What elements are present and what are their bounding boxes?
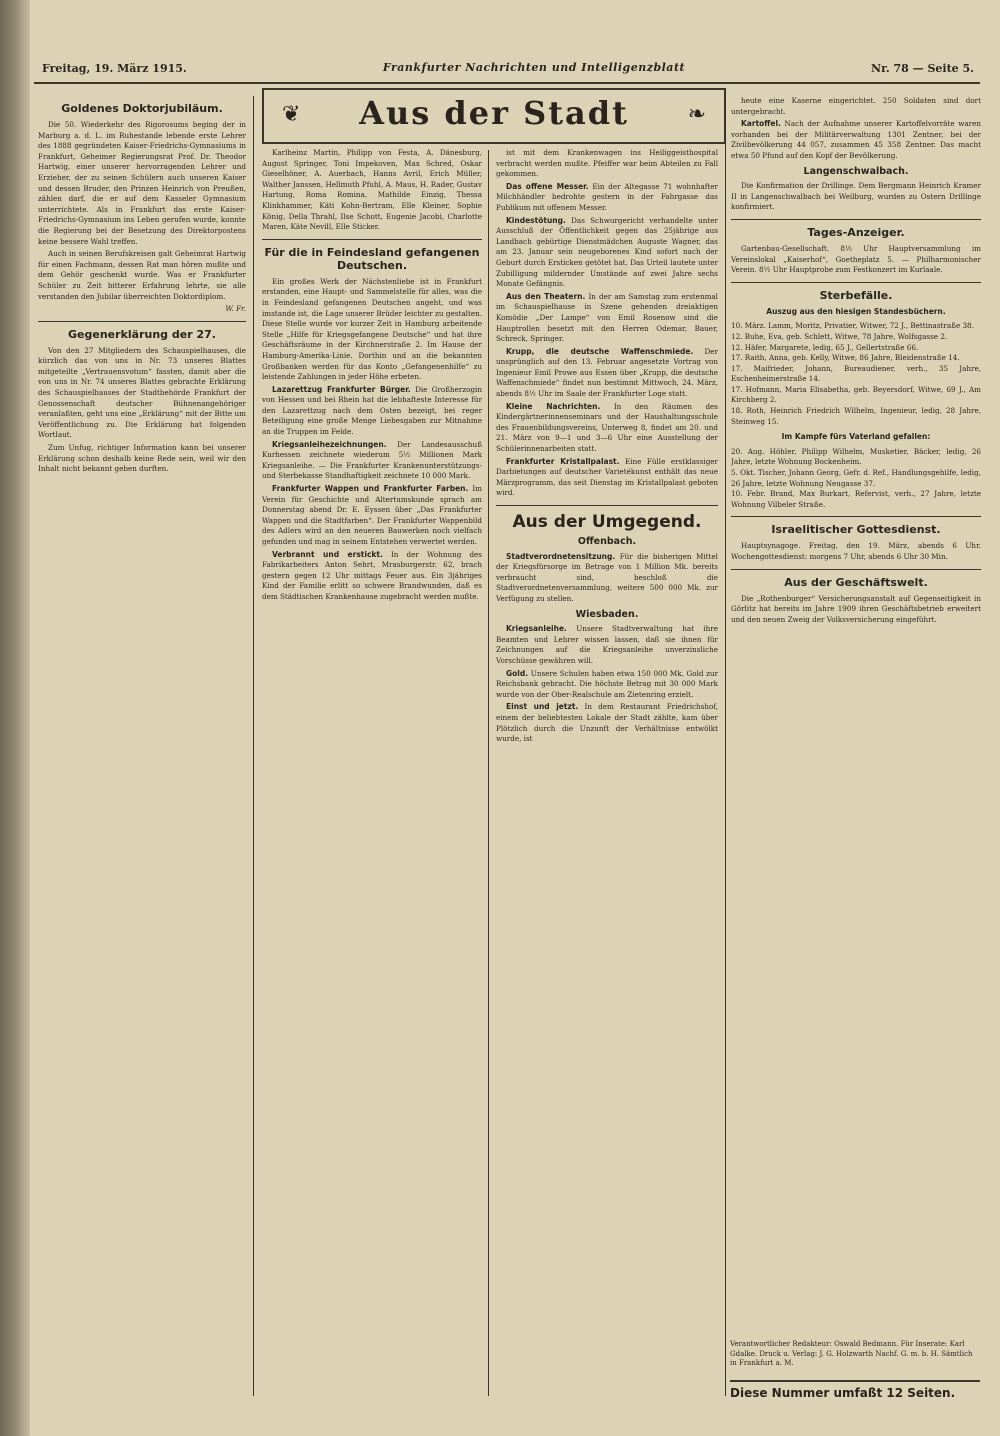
headline-jewish-service: Israelitischer Gottesdienst. — [771, 523, 941, 537]
divider — [731, 282, 981, 283]
article-paragraph: Auch in seinen Berufskreisen galt Geheimrat Hartwig für einen Fachmann, dessen Rat man hören mußte und dem Gehör geschenkt wurde. Was er Frankfurter Schüler zu Zeit bitterer Erfahrung lehrte, sie alle verstanden den Jubilar überreichten Doktordiplom. — [38, 249, 246, 301]
article-paragraph: In den Räumen des Kindergärtnerinnenseminars und der Haushaltungsschule des Frauenbildungsvereins, Unterweg 8, findet am 20. und 21. März von 9—1 und 3—6 Uhr eine Ausstellung der Schülerinnenarbeiten statt. — [496, 401, 718, 454]
page-header — [34, 58, 980, 84]
article-paragraph: In der am Samstag zum erstenmal im Schauspielhause in Szene gehenden dreiaktigen Komödie „Der Lampe“ von Emil Rosenow sind die Hauptrollen besetzt mit den Herren Odemar, Bauer, Schreck, Springer. — [496, 291, 718, 344]
article-paragraph: Unsere Schulen haben etwa 150 000 Mk. Gold zur Reichsbank gebracht. Die höchste Betrag mit 30 000 Mark wurde von der Ober-Realschule am Zietenring erzielt. — [496, 668, 718, 699]
article-paragraph: Der unsprünglich auf den 13. Februar angesetzte Vortrag von Ingenieur Emil Prowe aus Essen über „Krupp, die deutsche Waffenschmiede“ findet nun bestimmt Mittwoch, 24. März, abends 8½ Uhr im Saale der Frankfurter Loge statt. — [496, 346, 718, 399]
list-item: 17. Maifrieder, Johann, Bureaudiener, verh., 35 Jahre, Eschenheimerstraße 14. — [731, 363, 981, 384]
death-list — [731, 321, 981, 427]
list-item: 12. Häfer, Margarete, ledig, 65 J., Gellertstraße 66. — [731, 342, 919, 352]
divider — [731, 569, 981, 570]
divider — [262, 239, 482, 240]
headline-doctor-jubilee: Goldenes Doktorjubiläum. — [61, 102, 223, 115]
column-divider — [253, 96, 254, 1396]
column-divider — [725, 96, 726, 1396]
middle-column — [262, 148, 482, 1396]
article-tag: Stadtverordnetensitzung. — [506, 551, 616, 561]
ornament-icon: ❧ — [687, 102, 706, 127]
list-item: 5. Okt. Tischer, Johann Georg, Gefr. d. Ref., Handlungsgehilfe, ledig, 26 Jahre, letzte Wohnung Neugasse 37. — [731, 468, 981, 488]
header-paper-title: Frankfurter Nachrichten und Intelligenzblatt — [382, 61, 686, 74]
article-paragraph: Eine Fülle erstklassiger Darbietungen auf deutscher Varietékunst enthält das neue Märzprogramm, das seit Dienstag im Kristallpalast geboten wird. — [496, 456, 718, 498]
section-title: Aus der Stadt — [359, 94, 629, 132]
article-tag: Frankfurter Wappen und Frankfurter Farben. — [272, 484, 469, 494]
header-issue: Nr. 78 — Seite 5. — [871, 62, 974, 75]
divider — [496, 505, 718, 506]
article-tag: Aus den Theatern. — [506, 291, 586, 301]
divider — [38, 321, 246, 322]
section-title-surroundings: Aus der Umgegend. — [512, 512, 702, 532]
article-paragraph: In dem Restaurant Friedrichshof, einem der beliebtesten Lokale der Stadt zählte, kam über Plötzlich durch die Unzunft der Verhältnisse entwölkt wurde, ist — [496, 702, 718, 744]
article-tag: Kriegsanleihezeichnungen. — [272, 439, 387, 449]
article-tag: Gold. — [506, 668, 529, 678]
headline-business: Aus der Geschäftswelt. — [784, 575, 928, 589]
right-column — [731, 96, 981, 1332]
divider — [731, 219, 981, 220]
list-item: 10. Febr. Brand, Max Burkart, Refervist, verh., 27 Jahre, letzte Wohnung Vilbeler Straße. — [731, 489, 981, 509]
list-item: 18. Roth, Heinrich Friedrich Wilhelm, Ingenieur, ledig, 28 Jahre, Steinweg 15. — [731, 406, 981, 426]
list-item: 10. März. Lamm, Moritz, Privatier, Witwer, 72 J., Bettinastraße 38. — [731, 321, 974, 331]
article-paragraph: Die „Rothenburger“ Versicherungsanstalt auf Gegenseitigkeit in Görlitz hat bereits im Jahre 1909 ihren Geschäftsbetrieb erweitert und den neuen Zweig der Volksversicherung eingeführt. — [731, 593, 981, 624]
fallen-list — [731, 447, 981, 511]
subheading-registry: Auszug aus den hiesigen Standesbüchern. — [766, 306, 946, 316]
article-tag: Einst und jetzt. — [506, 702, 579, 712]
article-paragraph: Nach der Aufnahme unserer Kartoffelvorräte waren vorhanden bei der Militärverwaltung 1301 Zentner, bei der Zivilbevölkerung 44 057, zusammen 45 358 Zentner. Das macht etwa 50 Pfund auf den Kopf der Bevölkerung. — [731, 119, 981, 160]
article-paragraph: ist mit dem Krankenwagen ins Heiliggeisthospital verbracht werden mußte. Pfeiffer war beim Abteilen zu Fall gekommen. — [496, 148, 718, 179]
article-paragraph: Der Landesausschuß Kurhessen zeichnete wiederum 5½ Millionen Mark Kriegsanleihe. — Die Frankfurter Krankenunterstützungs- und Sterbekasse Standhaftigkeit zeichnete 10 000 Mark. — [262, 439, 482, 481]
article-paragraph: Die Konfirmation der Drillinge. Dem Bergmann Heinrich Kramer II in Langenschwalbach bei Weilburg, wurden zu Ostern Drillinge konfirmiert. — [731, 181, 981, 212]
headline-deaths: Sterbefälle. — [819, 288, 893, 302]
article-tag: Krupp, die deutsche Waffenschmiede. — [506, 346, 694, 356]
article-paragraph: Ein großes Werk der Nächstenliebe ist in Frankfurt erstanden, eine Haupt- und Sammelstelle für alles, was die in Feindesland gefangenen Deutschen angeht, und was imstande ist, die Lage unserer Brüder leichter zu gestalten. Diese Stelle wurde vor kurzer Zeit in Hamburg arbeitende Stelle „Hilfe für Kriegsgefangene Deutsche“ und hat ihre Geschäftsräume in der Kirchnerstraße 2. Im Hause der Hamburg-Amerika-Linie. Dorthin und an die bekannten Großbanken werden für das Konto „Gefangenenhilfe“ zu leistende Zahlungen in jeder Höhe erbeten. — [262, 276, 482, 382]
article-paragraph: Ein der Altegasse 71 wohnhafter Milchhändler bedrohte gestern in der Fahrgasse das Publikum mit offenem Messer. — [496, 181, 718, 212]
article-paragraph: Gartenbau-Gesellschaft. 8½ Uhr Hauptversammlung im Vereinslokal „Kaiserhof“, Goetheplatz 5. — Philharmonischer Verein. 8½ Uhr Hauptprobe zum Festkonzert im Kurlaale. — [731, 243, 981, 275]
article-tag: Kriegsanleihe. — [506, 624, 567, 634]
headline-counter-declaration: Gegenerklärung der 27. — [68, 327, 216, 341]
page-count-note: Diese Nummer umfaßt 12 Seiten. — [730, 1380, 980, 1400]
article-paragraph: heute eine Kaserne eingerichtet. 250 Soldaten sind dort untergebracht. — [731, 96, 981, 116]
article-tag: Lazarettzug Frankfurter Bürger. — [272, 384, 411, 394]
article-paragraph: Die Großherzogin von Hessen und bei Rhein hat die lebhafteste Interesse für den Lazarettzug nach dem Osten bezeigt, bei reger Beteiligung eine große Menge Liebesgaben zur Mitnahme an die Truppen im Felde. — [262, 384, 482, 437]
article-tag: Kleine Nachrichten. — [506, 401, 601, 411]
page-binding-shadow — [0, 0, 30, 1436]
article-paragraph: Karlheinz Martin, Philipp von Festa, A. Dänesburg, August Springer, Toni Impekoven, Max Schred, Oskar Gieselhöner, A. Auerbach, Hanns Avril, Erich Müller, Walther Janssen, Hellmuth Pfuhl, A. Maus, H. Rader, Gustav Hartung, Roma Romina, Mathilde Einzig, Thessa Klinkhammer, Käti Kohn-Bertram, Elle Kleiner, Sophie König, Della Thrahl, Ilse Schott, Eugenie Jacobi, Charlotte Maren, Käte Nevill, Elle Sticker. — [262, 148, 482, 232]
article-tag: Das offene Messer. — [506, 181, 589, 191]
article-paragraph: Das Schwurgericht verhandelte unter Ausschluß der Öffentlichkeit gegen das 25jährige aus Landbach gebürtige Dienstmädchen Auguste Wagner, das am 23. Januar sein neugeborenes Kind sofort nach der Geburt durch Ersticken getötet hat. Das Urteil lautete unter Zubilligung mildernder Umstände auf zwei Jahre sechs Monate Gefängnis. — [496, 215, 718, 289]
left-column — [38, 96, 246, 1396]
article-tag: Verbrannt und erstickt. — [272, 549, 383, 559]
ornament-icon: ❦ — [282, 102, 301, 127]
article-paragraph: Hauptsynagoge. Freitag, den 19. März, abends 6 Uhr. Wochengottesdienst: morgens 7 Uhr, abends 6 Uhr 30 Min. — [731, 541, 981, 561]
header-date: Freitag, 19. März 1915. — [42, 62, 187, 75]
article-tag: Frankfurter Kristallpalast. — [506, 456, 620, 466]
imprint: Verantwortlicher Redakteur: Oswald Bedmann. Für Inserate: Karl Gdalke. Druck u. Verlag: J. G. Holzwarth Nachf. G. m. b. H. Sämtlich in Frankfurt a. M. — [730, 1340, 973, 1367]
divider — [731, 516, 981, 517]
list-item: 12. Buhe, Eva, geb. Schlett, Witwe, 78 Jahre, Wolfsgasse 2. — [731, 331, 948, 341]
center-column — [496, 148, 718, 1396]
subheading-wiesbaden: Wiesbaden. — [575, 608, 639, 620]
column-divider — [488, 150, 489, 1396]
article-signature: W. Fr. — [225, 304, 246, 314]
article-paragraph: Die 50. Wiederkehr des Rigorosums beging der in Marburg a. d. L. im Ruhestande lebende erste Lehrer des 1888 gegründeten Kaiser-Friedrichs-Gymnasiums in Frankfurt, Geheimer Regierungsrat Prof. Dr. Theodor Hartwig, einer unserer hervorragenden Lehrer und Erzieher, der zu seinen Schülern auch unseren Kaiser und dessen Bruder, den Prinzen Heinrich von Preußen, zählen darf, die er auf dem Kasseler Gymnasium unterrichtete. Als in Frankfurt das erste Kaiser-Friedrichs-Gymnasium ins Leben gerufen wurde, konnte die Regierung bei der Besetzung des Direktorpostens keine bessere Wahl treffen. — [38, 120, 246, 246]
article-paragraph: Von den 27 Mitgliedern des Schauspielhauses, die kürzlich das von uns in Nr. 73 unseres Blattes mitgeteilte „Vertrauensvotum“ fassten, damit aber die von uns in Nr. 74 unseres Blattes gebrachte Erklärung des Schauspielhauses der Stadtbehörde Frankfurt der Genossenschaft deutscher Bühnenangehöriger veranlaßten, geht uns eine „Erklärung“ mit der Bitte um Veröffentlichung zu. Die Erklärung hat folgenden Wortlaut. — [38, 345, 246, 440]
article-tag: Kindestötung. — [506, 215, 566, 225]
article-paragraph: Zum Unfug, richtiger Information kann bei unserer Erklärung schon deshalb keine Rede sein, weil wir den Inhalt nicht bekannt geben durften. — [38, 443, 246, 474]
headline-daily-notices: Tages-Anzeiger. — [807, 225, 905, 239]
list-item: 17. Hofmann, Maria Elisabetha, geb. Beyersdorf, Witwe, 69 J., Am Kirchberg 2. — [731, 384, 981, 405]
subheading-langenschwalbach: Langenschwalbach. — [803, 165, 909, 177]
headline-prisoners: Für die in Feindesland gefangenen Deutschen. — [264, 245, 480, 272]
list-item: 20. Aug. Höhler, Philipp Wilhelm, Musketier, Bäcker, ledig, 26 Jahre, letzte Wohnung Bockenheim. — [731, 446, 981, 467]
article-paragraph: Für die bisherigen Mittel der Kriegsfürsorge im Betrage von 1 Million Mk. bereits verbraucht sind, beschloß die Stadtverordnetenversammlung, weitere 500 000 Mk. zur Verfügung zu stellen. — [496, 551, 718, 603]
article-paragraph: Im Verein für Geschichte und Altertumskunde sprach am Donnerstag abend Dr. E. Eyssen über „Das Frankfurter Wappen und die Stadtfarben“. Der Frankfurter Wappenbild des Adlers wird an den neueren Bauwerken noch vielfach gefunden und mag in seinem Entstehen verwertet werden. — [262, 484, 482, 546]
article-tag: Kartoffel. — [741, 119, 781, 129]
list-item: 17. Raith, Anna, geb. Kelly, Witwe, 86 Jahre, Bleidenstraße 14. — [731, 353, 960, 363]
article-paragraph: In der Wohnung des Fabrikarbeiters Anton Sehrt, Mrasburgerstr. 62, brach gestern gegen 12 Uhr mittags Feuer aus. Ein 3jähriges Kind der Familie erlitt so schwere Brandwunden, daß es dem Städtischen Krankenhause zugebracht werden mußte. — [262, 549, 482, 601]
subheading-offenbach: Offenbach. — [577, 536, 637, 547]
subheading-fallen: Im Kampfe fürs Vaterland gefallen: — [781, 432, 931, 442]
article-paragraph: Unsere Stadtverwaltung hat ihre Beamten und Lehrer wissen lassen, daß sie ihnen für Zeichnungen auf die Kriegsanleihe unverzinsliche Vorschüsse gewähren will. — [496, 624, 718, 665]
section-banner — [262, 88, 726, 144]
